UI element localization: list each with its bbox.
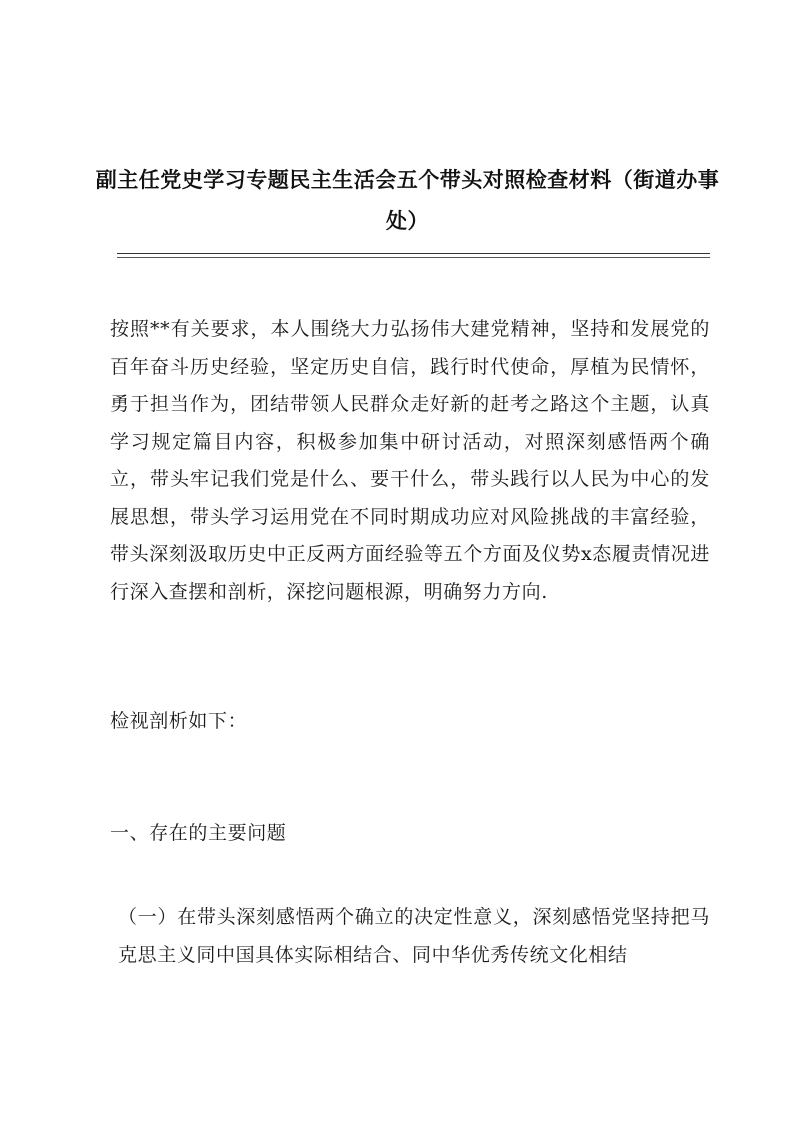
review-paragraph: 检视剖析如下： xyxy=(110,710,248,732)
document-title: 副主任党史学习专题民主生活会五个带头对照检查材料（街道办事处） xyxy=(95,168,720,233)
title-divider-top xyxy=(117,253,710,254)
item-one-paragraph: （一）在带头深刻感悟两个确立的决定性意义，深刻感悟党坚持把马克思主义同中国具体实际相结合、同中华优秀传统文化相结 xyxy=(118,906,710,966)
title-divider-bottom xyxy=(117,257,710,258)
section-heading-one: 一、存在的主要问题 xyxy=(110,822,287,844)
intro-paragraph: 按照**有关要求，本人围绕大力弘扬伟大建党精神，坚持和发展党的百年奋斗历史经验，坚定历史自信，践行时代使命，厚植为民情怀，勇于担当作为，团结带领人民群众走好新的赶考之路这个主题，认真学习规定篇目内容，积极参加集中研讨活动，对照深刻感悟两个确立，带头牢记我们党是什么、要干什么，带头践行以人民为中心的发展思想，带头学习运用党在不同时期成功应对风险挑战的丰富经验，带头深刻汲取历史中正反两方面经验等五个方面及仪势x态履责情况进行深入查摆和剖析，深挖问题根源，明确努力方向. xyxy=(110,318,710,603)
